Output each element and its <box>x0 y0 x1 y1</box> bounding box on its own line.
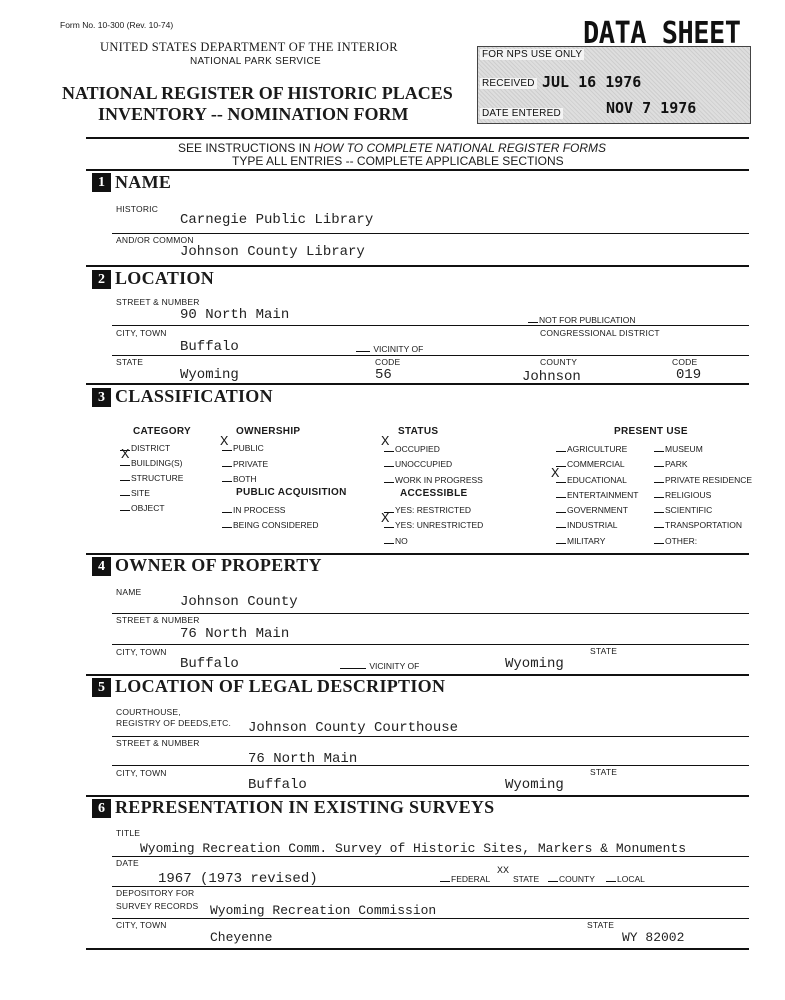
option-label: IN PROCESS <box>233 505 286 515</box>
option-label: PUBLIC <box>233 443 264 453</box>
option-label: SITE <box>131 488 150 498</box>
form-title-line2: INVENTORY -- NOMINATION FORM <box>98 104 409 124</box>
section-title: NAME <box>115 172 172 192</box>
form-title-line1: NATIONAL REGISTER OF HISTORIC PLACES <box>62 83 453 103</box>
option-label: PRIVATE RESIDENCE <box>665 475 753 485</box>
owner-city-label: CITY, TOWN <box>116 647 167 657</box>
field-underline <box>112 918 749 919</box>
option-label: BOTH <box>233 474 257 484</box>
option-label: EDUCATIONAL <box>567 475 627 485</box>
option-label: DISTRICT <box>131 443 171 453</box>
option-label: STRUCTURE <box>131 473 184 483</box>
option-label: OTHER: <box>665 536 698 546</box>
survey-local-option[interactable] <box>606 874 645 884</box>
section-number-badge: 1 <box>92 173 111 192</box>
received-stamp: JUL 16 1976 <box>542 73 642 91</box>
section-title: CLASSIFICATION <box>115 386 273 406</box>
form-number: Form No. 10-300 (Rev. 10-74) <box>60 20 174 30</box>
buildings-checked-mark: X <box>121 447 130 463</box>
use-transportation-checkbox[interactable] <box>654 520 742 530</box>
category-object-checkbox[interactable] <box>120 503 165 513</box>
field-underline <box>112 856 749 857</box>
use-agriculture-checkbox[interactable] <box>556 444 627 454</box>
county-code-value: 019 <box>676 367 702 383</box>
educational-checked-mark: X <box>551 466 560 482</box>
county-code-label: CODE <box>672 357 698 367</box>
use-government-checkbox[interactable] <box>556 505 628 515</box>
department-name: UNITED STATES DEPARTMENT OF THE INTERIOR <box>100 40 398 54</box>
depository-state-label: STATE <box>587 920 615 930</box>
status-occupied-checkbox[interactable] <box>384 444 440 454</box>
street-number-value: 90 North Main <box>180 307 290 323</box>
historic-label: HISTORIC <box>116 204 159 214</box>
use-park-checkbox[interactable] <box>654 459 688 469</box>
section-number-badge: 4 <box>92 557 111 576</box>
field-underline <box>112 355 749 356</box>
public-acquisition-heading: PUBLIC ACQUISITION <box>236 487 347 498</box>
owner-city-value: Buffalo <box>180 656 239 672</box>
city-town-label: CITY, TOWN <box>116 328 167 338</box>
historic-name-value: Carnegie Public Library <box>180 212 374 228</box>
occupied-checked-mark: X <box>381 434 390 450</box>
instructions-line2: TYPE ALL ENTRIES -- COMPLETE APPLICABLE SECTIONS <box>232 154 564 168</box>
ownership-private-checkbox[interactable] <box>222 459 268 469</box>
nps-use-only-box <box>477 46 751 124</box>
field-underline <box>112 765 749 766</box>
section1-divider <box>86 169 749 171</box>
status-heading: STATUS <box>398 426 439 437</box>
option-label: VICINITY OF <box>369 661 420 671</box>
state-code-value: 56 <box>375 367 392 383</box>
service-name: NATIONAL PARK SERVICE <box>190 56 321 67</box>
option-label: RELIGIOUS <box>665 490 712 500</box>
data-sheet-stamp: DATA SHEET <box>583 16 741 51</box>
section-title: LOCATION <box>115 268 215 288</box>
section-title: OWNER OF PROPERTY <box>115 555 322 575</box>
unrestricted-checked-mark: X <box>381 511 390 527</box>
section3-divider <box>86 383 749 385</box>
owner-name-value: Johnson County <box>180 594 298 610</box>
survey-county-option[interactable] <box>548 874 595 884</box>
use-scientific-checkbox[interactable] <box>654 505 712 515</box>
header-divider <box>86 137 749 139</box>
state-label: STATE <box>116 357 144 367</box>
legal-state-label: STATE <box>590 767 618 777</box>
city-value: Buffalo <box>180 339 239 355</box>
option-label: BEING CONSIDERED <box>233 520 319 530</box>
legal-street-label: STREET & NUMBER <box>116 738 200 748</box>
state-checked-mark: XX <box>497 866 510 877</box>
field-underline <box>112 886 749 887</box>
owner-street-label: STREET & NUMBER <box>116 615 200 625</box>
public-checked-mark: X <box>220 434 229 450</box>
accessible-no-checkbox[interactable] <box>384 536 408 546</box>
depository-city-value: Cheyenne <box>210 930 273 945</box>
section-number-badge: 2 <box>92 270 111 289</box>
category-site-checkbox[interactable] <box>120 488 150 498</box>
option-label: PARK <box>665 459 688 469</box>
option-label: BUILDING(S) <box>131 458 183 468</box>
survey-title-label: TITLE <box>116 828 141 838</box>
survey-federal-option[interactable] <box>440 874 490 884</box>
owner-name-label: NAME <box>116 587 142 597</box>
acquisition-in-process-checkbox[interactable] <box>222 505 285 515</box>
survey-title-value: Wyoming Recreation Comm. Survey of Historic Sites, Markers & Monuments <box>140 841 687 856</box>
accessible-heading: ACCESSIBLE <box>400 488 468 499</box>
option-label: UNOCCUPIED <box>395 459 453 469</box>
option-label: FEDERAL <box>451 874 491 884</box>
depository-city-label: CITY, TOWN <box>116 920 167 930</box>
accessible-unrestricted-checkbox[interactable] <box>384 520 483 530</box>
present-use-heading: PRESENT USE <box>614 426 688 437</box>
option-label: VICINITY OF <box>373 344 424 354</box>
instructions-line1 <box>178 141 606 155</box>
accessible-restricted-checkbox[interactable] <box>384 505 471 515</box>
nps-use-only-label: FOR NPS USE ONLY <box>482 49 583 60</box>
depository-label: DEPOSITORY FOR <box>116 888 195 898</box>
use-other-checkbox[interactable] <box>654 536 697 546</box>
category-heading: CATEGORY <box>133 426 191 437</box>
status-unoccupied-checkbox[interactable] <box>384 459 452 469</box>
date-entered-stamp: NOV 7 1976 <box>606 99 697 117</box>
option-label: LOCAL <box>617 874 645 884</box>
field-underline <box>112 644 749 645</box>
depository-state-value: WY 82002 <box>622 930 685 945</box>
option-label: NO <box>395 536 408 546</box>
option-label: YES: RESTRICTED <box>395 505 472 515</box>
section-number-badge: 6 <box>92 799 111 818</box>
use-commercial-checkbox[interactable] <box>556 459 625 469</box>
received-label: RECEIVED <box>482 78 535 89</box>
field-underline <box>112 325 749 326</box>
option-label: NOT FOR PUBLICATION <box>539 315 636 325</box>
common-name-value: Johnson County Library <box>180 244 365 260</box>
depository-value: Wyoming Recreation Commission <box>210 903 437 918</box>
street-number-label: STREET & NUMBER <box>116 297 200 307</box>
owner-state-value: Wyoming <box>505 656 564 672</box>
section-number-badge: 5 <box>92 678 111 697</box>
field-underline <box>112 613 749 614</box>
legal-state-value: Wyoming <box>505 777 564 793</box>
instructions-link-text: HOW TO COMPLETE NATIONAL REGISTER FORMS <box>314 141 607 155</box>
section-number-badge: 3 <box>92 388 111 407</box>
option-label: YES: UNRESTRICTED <box>395 520 484 530</box>
survey-state-option[interactable] <box>513 874 539 884</box>
legal-street-value: 76 North Main <box>248 751 358 767</box>
option-label: MILITARY <box>567 536 606 546</box>
field-underline <box>112 233 749 234</box>
use-religious-checkbox[interactable] <box>654 490 711 500</box>
date-entered-label: DATE ENTERED <box>482 108 561 119</box>
survey-records-label: SURVEY RECORDS <box>116 901 199 911</box>
county-value: Johnson <box>522 369 581 385</box>
section-title: REPRESENTATION IN EXISTING SURVEYS <box>115 797 495 817</box>
field-underline <box>112 736 749 737</box>
option-label: INDUSTRIAL <box>567 520 618 530</box>
option-label: COMMERCIAL <box>567 459 625 469</box>
option-label: OBJECT <box>131 503 165 513</box>
option-label: WORK IN PROGRESS <box>395 475 483 485</box>
section2-divider <box>86 265 749 267</box>
state-value: Wyoming <box>180 367 239 383</box>
ownership-both-checkbox[interactable] <box>222 474 257 484</box>
option-label: ENTERTAINMENT <box>567 490 639 500</box>
congressional-district-label: CONGRESSIONAL DISTRICT <box>540 328 660 338</box>
use-industrial-checkbox[interactable] <box>556 520 618 530</box>
registry-label: REGISTRY OF DEEDS,ETC. <box>116 718 232 728</box>
owner-vicinity-option[interactable] <box>340 661 419 671</box>
owner-state-label: STATE <box>590 646 618 656</box>
option-label: COUNTY <box>559 874 595 884</box>
courthouse-value: Johnson County Courthouse <box>248 720 459 736</box>
option-label: STATE <box>513 874 540 884</box>
option-label: TRANSPORTATION <box>665 520 742 530</box>
option-label: AGRICULTURE <box>567 444 628 454</box>
use-military-checkbox[interactable] <box>556 536 605 546</box>
not-for-publication-option[interactable] <box>528 315 636 325</box>
use-private-residence-checkbox[interactable] <box>654 475 752 485</box>
ownership-heading: OWNERSHIP <box>236 426 301 437</box>
option-label: MUSEUM <box>665 444 703 454</box>
status-work-in-progress-checkbox[interactable] <box>384 475 483 485</box>
option-label: SCIENTIFIC <box>665 505 713 515</box>
courthouse-label: COURTHOUSE, <box>116 707 181 717</box>
instructions-text: SEE INSTRUCTIONS IN <box>178 141 315 155</box>
owner-street-value: 76 North Main <box>180 626 290 642</box>
use-educational-checkbox[interactable] <box>556 475 627 485</box>
common-name-label: AND/OR COMMON <box>116 235 194 245</box>
section-title: LOCATION OF LEGAL DESCRIPTION <box>115 676 446 696</box>
acquisition-being-considered-checkbox[interactable] <box>222 520 319 530</box>
legal-city-value: Buffalo <box>248 777 307 793</box>
use-museum-checkbox[interactable] <box>654 444 703 454</box>
category-structure-checkbox[interactable] <box>120 473 183 483</box>
vicinity-of-option[interactable] <box>356 344 423 354</box>
option-label: OCCUPIED <box>395 444 440 454</box>
survey-date-value: 1967 (1973 revised) <box>158 871 318 887</box>
option-label: GOVERNMENT <box>567 505 628 515</box>
code-label: CODE <box>375 357 401 367</box>
use-entertainment-checkbox[interactable] <box>556 490 638 500</box>
legal-city-label: CITY, TOWN <box>116 768 167 778</box>
survey-date-label: DATE <box>116 858 139 868</box>
county-label: COUNTY <box>540 357 578 367</box>
option-label: PRIVATE <box>233 459 269 469</box>
bottom-divider <box>86 948 749 950</box>
